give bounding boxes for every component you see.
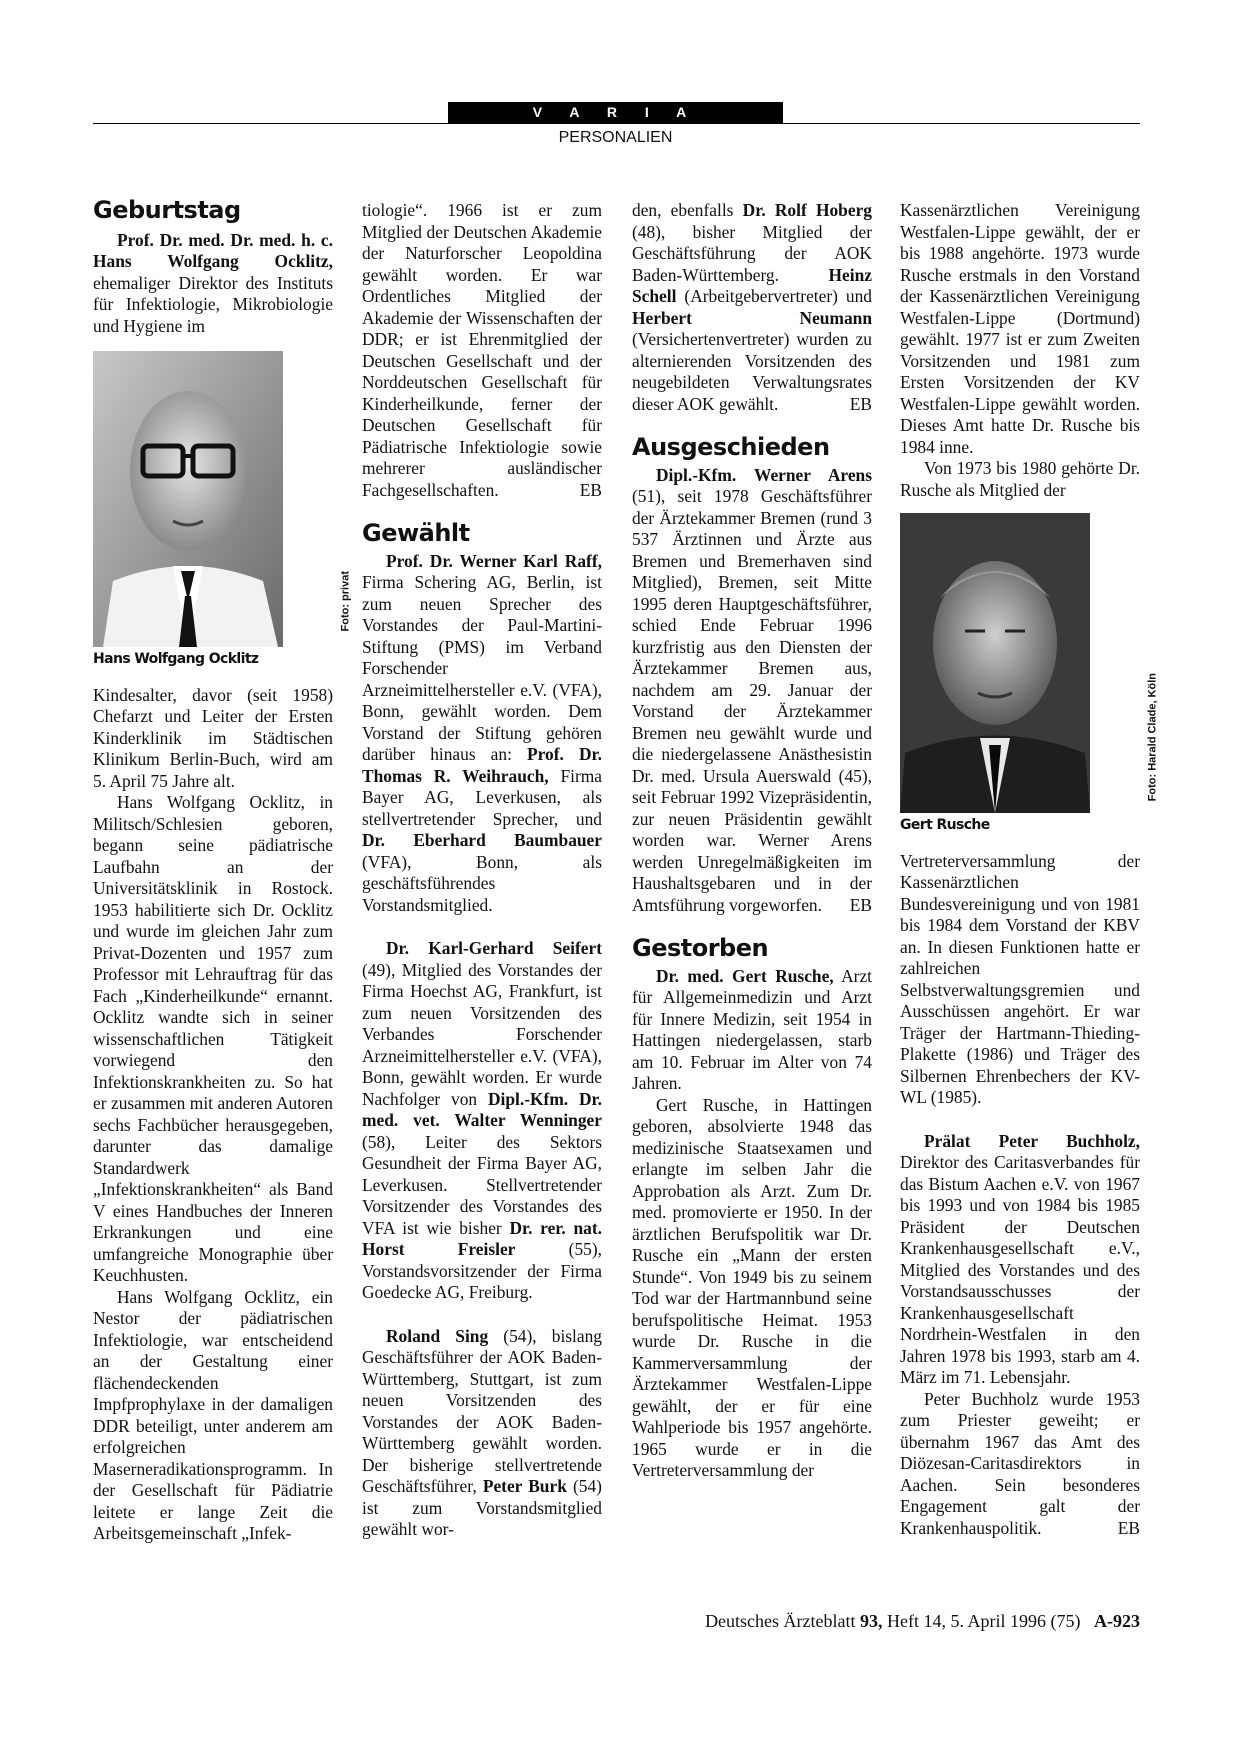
- portrait-image: [93, 351, 283, 647]
- photo-caption: Hans Wolfgang Ocklitz: [93, 651, 259, 667]
- issue: Heft 14, 5. April 1996 (75): [882, 1611, 1081, 1631]
- photo-credit: Foto: privat: [339, 571, 351, 632]
- volume: 93,: [860, 1611, 883, 1631]
- photo-credit: Foto: Harald Clade, Köln: [1146, 673, 1158, 802]
- column-4: [900, 200, 1158, 1539]
- column-2: [362, 200, 602, 1541]
- paragraph: Prälat Peter Buchholz, Direktor des Caritasverbandes für das Bistum Aachen e.V. von 1967 bis 1993 und von 1984 bis 1985 Präsident der Deutschen Krankenhausgesellschaft e.V., Mitglied des Vorstandes und des Vorstandsausschusses der Krankenhausgesellschaft Nordrhein-Westfalen in den Jahren 1978 bis 1993, starb am 4. März im 71. Lebensjahr.: [900, 1130, 1140, 1387]
- subsection-label: PERSONALIEN: [558, 129, 673, 146]
- paragraph: Peter Buchholz wurde 1953 zum Priester geweiht; er übernahm 1967 das Amt des Diözesan-Caritasdirektors in Aachen. Sein besonderes Engagement galt der Krankenhauspolitik.: [900, 1388, 1140, 1538]
- signature: EB: [849, 894, 872, 915]
- paragraph: Von 1973 bis 1980 gehörte Dr. Rusche als Mitglied der: [900, 458, 1140, 500]
- heading-ausgeschieden: Ausgeschieden: [632, 433, 830, 461]
- paragraph: den, ebenfalls Dr. Rolf Hoberg (48), bisher Mitglied der Geschäftsführung der AOK Baden-Württemberg. Heinz Schell (Arbeitgebervertreter) und Herbert Neumann (Versichertenvertreter) wurden zu alternierenden Vorsitzenden des neugebildeten Verwaltungsrates dieser AOK gewählt.: [632, 200, 872, 414]
- section-label: V A R I A: [448, 102, 783, 123]
- column-3: [632, 200, 872, 1482]
- heading-gewaehlt: Gewählt: [362, 519, 470, 547]
- page-footer: [630, 1611, 1140, 1632]
- paragraph: Prof. Dr. Werner Karl Raff, Firma Schering AG, Berlin, ist zum neuen Sprecher des Vorstandes der Paul-Martini-Stiftung (PMS) im Verband Forschender Arzneimittelhersteller e.V. (VFA), Bonn, gewählt worden. Dem Vorstand der Stiftung gehören darüber hinaus an: Prof. Dr. Thomas R. Weihrauch, Firma Bayer AG, Leverkusen, als stellvertretender Sprecher, und Dr. Eberhard Baumbauer (VFA), Bonn, als geschäftsführendes Vorstandsmitglied.: [362, 550, 603, 915]
- paragraph: Dr. med. Gert Rusche, Arzt für Allgemeinmedizin und Arzt für Innere Medizin, seit 1954 in Hattingen niedergelassen, starb am 10. Februar im Alter von 74 Jahren.: [632, 965, 872, 1093]
- portrait-image: [900, 513, 1090, 813]
- journal-name: Deutsches Ärzteblatt: [705, 1611, 861, 1631]
- paragraph: Kassenärztlichen Vereinigung Westfalen-Lippe gewählt, der er bis 1988 angehörte. 1973 wurde Rusche erstmals in den Vorstand der Kassenärztlichen Vereinigung Westfalen-Lippe (Dortmund) gewählt. 1977 ist er zum Zweiten Vorsitzenden und 1981 zum Ersten Vorsitzenden der KV Westfalen-Lippe gewählt worden. Dieses Amt hatte Dr. Rusche bis 1984 inne.: [900, 200, 1140, 457]
- portrait-photo-ocklitz: [93, 351, 351, 647]
- header-rule: [93, 123, 1140, 124]
- signature: EB: [579, 479, 602, 500]
- photo-caption: Gert Rusche: [900, 817, 990, 833]
- person-name: Prof. Dr. med. Dr. med. h. c. Hans Wolfgang Ocklitz,: [93, 229, 333, 271]
- paragraph: Dr. Karl-Gerhard Seifert (49), Mitglied des Vorstandes der Firma Hoechst AG, Frankfurt, ist zum neuen Vorsitzenden des Verbandes Forschender Arzneimittelhersteller e.V. (VFA), Bonn, gewählt worden. Er wurde Nachfolger von Dipl.-Kfm. Dr. med. vet. Walter Wenninger (58), Leiter des Sektors Gesundheit der Firma Bayer AG, Leverkusen. Stellvertretender Vorsitzender des Vorstandes des VFA ist wie bisher Dr. rer. nat. Horst Freisler (55), Vorstandsvorsitzender der Firma Goedecke AG, Freiburg.: [362, 938, 603, 1302]
- paragraph: Roland Sing (54), bislang Geschäftsführer der AOK Baden-Württemberg, Stuttgart, ist zum neuen Vorsitzenden des Vorstandes der AOK Baden-Württemberg gewählt worden. Der bisherige stellvertretende Geschäftsführer, Peter Burk (54) ist zum Vorstandsmitglied gewählt wor-: [362, 1325, 602, 1539]
- portrait-photo-rusche: [900, 513, 1158, 813]
- paragraph: tiologie“. 1966 ist er zum Mitglied der Deutschen Akademie der Naturforscher Leopoldina gewählt worden. Er war Ordentliches Mitglied der Akademie der Wissenschaften der DDR; er ist Ehrenmitglied der Deutschen Gesellschaft und der Norddeutschen Gesellschaft für Kinderheilkunde, ferner der Deutschen Gesellschaft für Pädiatrische Infektiologie sowie mehrerer ausländischer Fachgesellschaften.: [362, 200, 602, 500]
- paragraph: Vertreterversammlung der Kassenärztlichen Bundesvereinigung und von 1981 bis 1984 dem Vorstand der KBV an. In diesen Funktionen hatte er zahlreichen Selbstverwaltungsgremien und Ausschüssen angehört. Er war Träger der Hartmann-Thieding-Plakette (1986) und Träger des Silbernen Ehrenbechers der KV-WL (1985).: [900, 850, 1140, 1107]
- heading-gestorben: Gestorben: [632, 934, 769, 962]
- signature: EB: [1117, 1517, 1140, 1538]
- page-number: A-923: [1094, 1611, 1140, 1631]
- paragraph: Gert Rusche, in Hattingen geboren, absolvierte 1948 das medizinische Staatsexamen und erlangte im selben Jahr die Approbation als Arzt. Zum Dr. med. promovierte er 1950. In der ärztlichen Berufspolitik war Dr. Rusche ein „Mann der ersten Stunde“. Von 1949 bis zu seinem Tod war der Hartmannbund seine berufspolitische Heimat. 1953 wurde Dr. Rusche in die Kammerversammlung der Ärztekammer Westfalen-Lippe gewählt, der er für eine Wahlperiode bis 1957 angehörte. 1965 wurde er in die Vertreterversammlung der: [632, 1094, 872, 1480]
- paragraph: Kindesalter, davor (seit 1958) Chefarzt und Leiter der Ersten Kinderklinik im Städtischen Klinikum Berlin-Buch, wird am 5. April 75 Jahre alt.: [93, 684, 333, 791]
- paragraph: Prof. Dr. med. Dr. med. h. c. Hans Wolfgang Ocklitz, ehemaliger Direktor des Instituts für Infektiologie, Mikrobiologie und Hygiene im: [93, 229, 333, 336]
- paragraph: Dipl.-Kfm. Werner Arens (51), seit 1978 Geschäftsführer der Ärztekammer Bremen (rund 3 537 Ärztinnen und Ärzte aus Bremen und Bremerhaven sind Mitglied), Bremen, seit Mitte 1995 deren Hauptgeschäftsführer, schied Ende Februar 1996 kurzfristig aus den Diensten der Ärztekammer Bremen aus, nachdem am 29. Januar der Vorstand der Ärztekammer Bremen neu gewählt wurde und die niedergelassene Anästhesistin Dr. med. Ursula Auerswald (45), seit Februar 1992 Vizepräsidentin, zur neuen Präsidentin gewählt worden war. Werner Arens werden Unregelmäßigkeiten im Haushaltsgebaren und in der Amtsführung vorgeworfen.: [632, 464, 872, 915]
- heading-geburtstag: Geburtstag: [93, 196, 241, 224]
- paragraph: Hans Wolfgang Ocklitz, ein Nestor der pädiatrischen Infektiologie, war entscheidend an der Gestaltung einer flächendeckenden Impfprophylaxe in der damaligen DDR beteiligt, unter anderem am erfolgreichen Maserneradikationsprogramm. In der Gesellschaft für Pädiatrie leitete er lange Zeit die Arbeitsgemeinschaft „Infek-: [93, 1286, 333, 1543]
- signature: EB: [849, 393, 872, 414]
- column-1: [93, 196, 351, 1545]
- paragraph: Hans Wolfgang Ocklitz, in Militsch/Schlesien geboren, begann seine pädiatrische Laufbahn an der Universitätsklinik in Rostock. 1953 habilitierte sich Dr. Ocklitz und wurde im gleichen Jahr zum Privat-Dozenten und 1957 zum Professor mit Lehrauftrag für das Fach „Kinderheilkunde“ ernannt. Ocklitz wandte sich in seiner wissenschaftlichen Tätigkeit vorwiegend den Infektionskrankheiten zu. So hat er zusammen mit anderen Autoren sechs Fachbücher herausgegeben, darunter das damalige Standardwerk „Infektionskrankheiten“ als Band V eines Handbuches der Inneren Erkrankungen und eine umfangreiche Monographie über Keuchhusten.: [93, 792, 333, 1285]
